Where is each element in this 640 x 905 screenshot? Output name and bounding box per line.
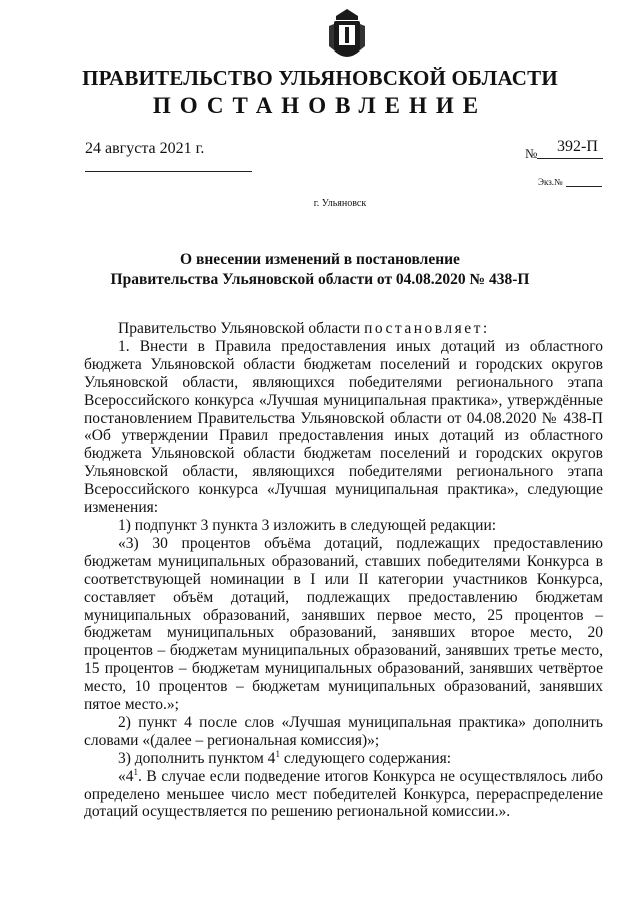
paragraph-3: «3) 30 процентов объёма дотаций, подлежащих предоставлению бюджетам муниципальных образований, ставших победителями Конкурса в соответствующей номинации в I или II категории участников Конкурса, составляет объём дотаций, подлежащих предоставлению бюджетам муниципальных образований, занявших первое место, 25 процентов – бюджетам муниципальных образований, занявших второе место, 20 процентов – бюджетам муниципальных образований, занявших третье место, 15 процентов – бюджетам муниципальных образований, занявших четвёртое место, 10 процентов – бюджетам муниципальных образований, занявших пятое место.»; [84,534,603,714]
paragraph-5 [84,750,603,768]
p6-superscript: 1 [133,766,138,777]
coat-of-arms-emblem [327,6,367,64]
intro-prefix: Правительство Ульяновской области [118,320,365,337]
document-type: ПОСТАНОВЛЕНИЕ [152,93,488,118]
city-name: г. Ульяновск [313,198,367,209]
government-name: ПРАВИТЕЛЬСТВО УЛЬЯНОВСКОЙ ОБЛАСТИ [82,66,558,90]
paragraph-6 [84,768,603,822]
subject-line-1: О внесении изменений в постановление [180,251,460,268]
intro-paragraph [84,320,603,338]
p5-after: следующего содержания: [279,749,452,767]
intro-verb: постановляет: [364,320,490,337]
document-body [84,320,603,821]
date-underline [85,171,252,172]
paragraph-4: 2) пункт 4 после слов «Лучшая муниципальная практика» дополнить словами «(далее – региональная комиссия)»; [84,713,603,749]
document-subject [0,250,640,290]
p6-before: «4 [118,767,134,785]
p5-superscript: 1 [275,748,280,759]
number-underline [537,158,603,159]
document-number: 392-П [557,138,598,155]
subject-line-2: Правительства Ульяновской области от 04.08.2020 № 438-П [110,271,530,288]
paragraph-2: 1) подпункт 3 пункта 3 изложить в следующей редакции: [118,516,497,534]
p5-before: 3) дополнить пунктом 4 [118,749,276,767]
number-sign: № [525,146,538,161]
paragraph-1: 1. Внести в Правила предоставления иных дотаций из областного бюджета Ульяновской области бюджетам поселений и городских округов Ульяновской области, являющихся победителями регионального этапа Всероссийского конкурса «Лучшая муниципальная практика», утверждённые постановлением Правительства Ульяновской области от 04.08.2020 № 438-П «Об утверждении Правил предоставления иных дотаций из областного бюджета Ульяновской области бюджетам поселений и городских округов Ульяновской области, являющихся победителями регионального этапа Всероссийского конкурса «Лучшая муниципальная практика», следующие изменения: [84,337,603,517]
copy-number-underline [566,186,602,187]
p6-after: . В случае если подведение итогов Конкурса не осуществлялось либо определено меньшее число мест победителей Конкурса, перераспределение дотаций осуществляется по решению региональной комиссии.». [84,767,603,821]
document-date: 24 августа 2021 г. [85,140,205,157]
copy-number-label: Экз.№ [538,177,563,187]
